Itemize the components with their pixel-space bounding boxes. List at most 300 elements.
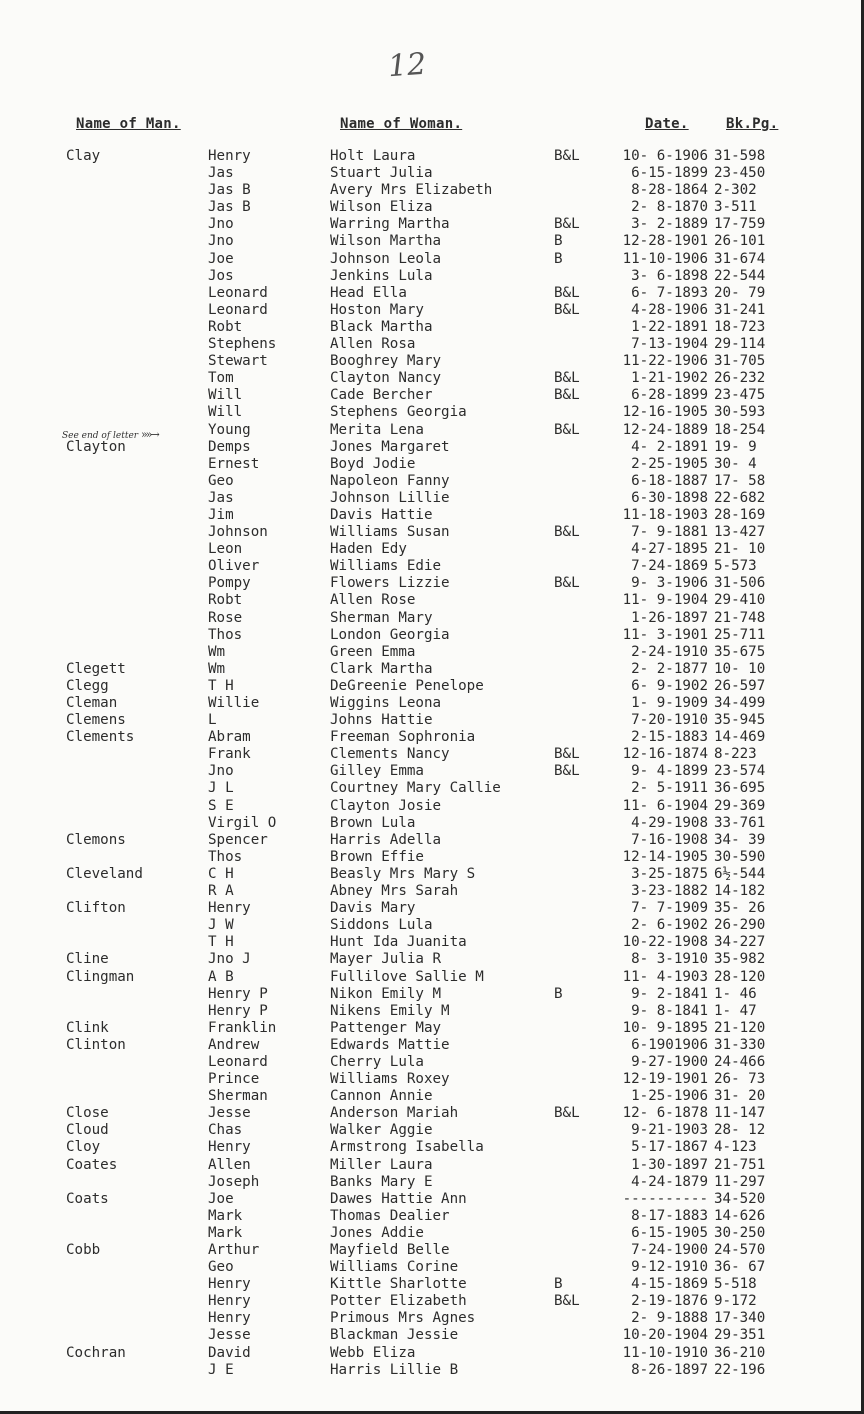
book-page: 35- 26 bbox=[714, 900, 766, 917]
woman-name: Potter Elizabeth bbox=[330, 1293, 467, 1310]
man-surname: Coates bbox=[66, 1156, 118, 1173]
marriage-date: 8-28-1864 bbox=[631, 182, 708, 199]
license-code: B&L bbox=[554, 370, 580, 387]
book-page: 14-182 bbox=[714, 883, 766, 900]
marriage-date: 8- 3-1910 bbox=[631, 951, 708, 968]
man-given-name: Jas bbox=[208, 165, 234, 182]
table-row bbox=[0, 165, 864, 182]
marriage-record-list bbox=[0, 148, 864, 1379]
marriage-date: 2- 9-1888 bbox=[631, 1310, 708, 1327]
marriage-date: 9- 2-1841 bbox=[631, 985, 708, 1002]
marriage-date: 11-18-1903 bbox=[622, 506, 708, 523]
book-page: 4-123 bbox=[714, 1139, 757, 1156]
marriage-date: 10- 6-1906 bbox=[622, 148, 708, 164]
man-given-name: Jos bbox=[208, 267, 234, 284]
book-page: 30- 4 bbox=[714, 455, 757, 472]
book-page: 34-227 bbox=[714, 934, 766, 951]
man-surname: Clinton bbox=[66, 1036, 126, 1053]
woman-name: Jones Addie bbox=[330, 1224, 424, 1241]
table-row bbox=[0, 627, 864, 644]
book-page: 31-705 bbox=[714, 353, 766, 370]
table-row bbox=[0, 849, 864, 866]
table-row bbox=[0, 746, 864, 763]
woman-name: Banks Mary E bbox=[330, 1173, 433, 1190]
man-surname: Cloud bbox=[66, 1122, 109, 1139]
man-surname: Clegg bbox=[66, 677, 109, 694]
header-date: Date. bbox=[645, 116, 689, 132]
man-given-name: L bbox=[208, 712, 217, 729]
woman-name: Stuart Julia bbox=[330, 165, 433, 182]
woman-name: Mayer Julia R bbox=[330, 951, 442, 968]
woman-name: Sherman Mary bbox=[330, 609, 433, 626]
book-page: 31-598 bbox=[714, 148, 766, 164]
man-surname: Cochran bbox=[66, 1344, 126, 1361]
marriage-date: 7-24-1869 bbox=[631, 558, 708, 575]
marriage-date: 12-14-1905 bbox=[622, 848, 708, 865]
book-page: 21-751 bbox=[714, 1156, 766, 1173]
table-row bbox=[0, 1088, 864, 1105]
marriage-date: 11- 6-1904 bbox=[622, 797, 708, 814]
woman-name: Siddons Lula bbox=[330, 917, 433, 934]
header-name-of-woman: Name of Woman. bbox=[340, 116, 463, 132]
book-page: 10- 10 bbox=[714, 660, 766, 677]
table-row bbox=[0, 268, 864, 285]
man-given-name: Willie bbox=[208, 695, 260, 711]
woman-name: Thomas Dealier bbox=[330, 1207, 450, 1224]
table-row bbox=[0, 951, 864, 968]
woman-name: Allen Rose bbox=[330, 592, 416, 609]
marriage-date: 9-12-1910 bbox=[631, 1259, 708, 1276]
man-given-name: Oliver bbox=[208, 558, 260, 575]
man-given-name: J E bbox=[208, 1361, 234, 1378]
book-page: 26-101 bbox=[714, 233, 766, 250]
table-row bbox=[0, 251, 864, 268]
license-code: B&L bbox=[554, 524, 580, 541]
man-given-name: Henry P bbox=[208, 985, 268, 1002]
man-given-name: T H bbox=[208, 677, 234, 694]
table-row bbox=[0, 1345, 864, 1362]
man-given-name: A B bbox=[208, 968, 234, 985]
man-given-name: Prince bbox=[208, 1071, 260, 1088]
man-given-name: C H bbox=[208, 865, 234, 882]
woman-name: Davis Mary bbox=[330, 900, 416, 917]
license-code: B bbox=[554, 250, 563, 267]
table-row bbox=[0, 1174, 864, 1191]
book-page: 30-250 bbox=[714, 1224, 766, 1241]
table-row bbox=[0, 233, 864, 250]
book-page: 28-120 bbox=[714, 968, 766, 985]
marriage-date: 10-20-1904 bbox=[622, 1327, 708, 1344]
book-page: 31- 20 bbox=[714, 1088, 766, 1105]
book-page: 31-506 bbox=[714, 575, 766, 592]
marriage-date: 3-25-1875 bbox=[631, 865, 708, 882]
woman-name: Boyd Jodie bbox=[330, 455, 416, 472]
man-given-name: Young bbox=[208, 421, 251, 438]
book-page: 24-570 bbox=[714, 1242, 766, 1258]
woman-name: Miller Laura bbox=[330, 1156, 433, 1173]
table-row bbox=[0, 610, 864, 627]
margin-note-text: See end of letter bbox=[62, 431, 139, 441]
woman-name: Wilson Martha bbox=[330, 233, 442, 250]
marriage-date: 12-28-1901 bbox=[622, 233, 708, 250]
woman-name: Hoston Mary bbox=[330, 301, 424, 318]
book-page: 14-626 bbox=[714, 1207, 766, 1224]
woman-name: Nikens Emily M bbox=[330, 1002, 450, 1019]
marriage-date: 11-22-1906 bbox=[622, 353, 708, 370]
book-page: 29-410 bbox=[714, 592, 766, 609]
license-code: B&L bbox=[554, 575, 580, 592]
arrow-icon: »»→ bbox=[140, 428, 158, 441]
license-code: B bbox=[554, 985, 563, 1002]
man-given-name: Jas B bbox=[208, 182, 251, 199]
man-given-name: Jim bbox=[208, 506, 234, 523]
table-row bbox=[0, 507, 864, 524]
table-row bbox=[0, 1242, 864, 1259]
license-code: B&L bbox=[554, 148, 580, 164]
man-given-name: Stephens bbox=[208, 336, 277, 353]
man-surname: Clingman bbox=[66, 968, 135, 985]
book-page: 36-695 bbox=[714, 780, 766, 797]
man-given-name: Joseph bbox=[208, 1173, 260, 1190]
woman-name: Abney Mrs Sarah bbox=[330, 883, 459, 900]
book-page: 1- 47 bbox=[714, 1002, 757, 1019]
table-row bbox=[0, 917, 864, 934]
man-given-name: Leonard bbox=[208, 284, 268, 301]
woman-name: Black Martha bbox=[330, 318, 433, 335]
table-row bbox=[0, 1071, 864, 1088]
marriage-date: 8-17-1883 bbox=[631, 1207, 708, 1224]
table-row bbox=[0, 387, 864, 404]
table-row bbox=[0, 1362, 864, 1379]
man-given-name: Geo bbox=[208, 472, 234, 489]
book-page: 26-232 bbox=[714, 370, 766, 387]
marriage-date: 7-24-1900 bbox=[631, 1242, 708, 1258]
book-page: 23-450 bbox=[714, 165, 766, 182]
table-row bbox=[0, 763, 864, 780]
book-page: 21-748 bbox=[714, 609, 766, 626]
marriage-date: 12- 6-1878 bbox=[622, 1105, 708, 1122]
page-number: 12 bbox=[386, 46, 428, 85]
man-surname: Clemens bbox=[66, 712, 126, 729]
woman-name: Fullilove Sallie M bbox=[330, 968, 484, 985]
man-given-name: J W bbox=[208, 917, 234, 934]
license-code: B&L bbox=[554, 746, 580, 763]
marriage-date: 2- 6-1902 bbox=[631, 917, 708, 934]
marriage-date: 10- 9-1895 bbox=[622, 1019, 708, 1036]
book-page: 8-223 bbox=[714, 746, 757, 763]
table-row bbox=[0, 644, 864, 661]
book-page: 35-945 bbox=[714, 712, 766, 729]
woman-name: Cherry Lula bbox=[330, 1053, 424, 1070]
table-row bbox=[0, 199, 864, 216]
marriage-date: 4-27-1895 bbox=[631, 541, 708, 558]
man-given-name: Pompy bbox=[208, 575, 251, 592]
table-row bbox=[0, 1139, 864, 1156]
table-row bbox=[0, 1037, 864, 1054]
table-row bbox=[0, 336, 864, 353]
book-page: 33-761 bbox=[714, 814, 766, 831]
book-page: 6½-544 bbox=[714, 865, 766, 882]
woman-name: Courtney Mary Callie bbox=[330, 780, 501, 797]
table-row bbox=[0, 1122, 864, 1139]
book-page: 18-723 bbox=[714, 318, 766, 335]
marriage-date: 2-15-1883 bbox=[631, 729, 708, 746]
marriage-date: 4-29-1908 bbox=[631, 814, 708, 831]
license-code: B&L bbox=[554, 387, 580, 404]
marriage-date: 5-17-1867 bbox=[631, 1139, 708, 1156]
license-code: B bbox=[554, 233, 563, 250]
table-row bbox=[0, 1259, 864, 1276]
book-page: 5-518 bbox=[714, 1276, 757, 1293]
woman-name: Anderson Mariah bbox=[330, 1105, 459, 1122]
man-given-name: Henry bbox=[208, 900, 251, 917]
man-surname: Cobb bbox=[66, 1242, 101, 1258]
marriage-date: 1- 9-1909 bbox=[631, 695, 708, 711]
man-given-name: Spencer bbox=[208, 831, 268, 848]
marriage-date: 11- 4-1903 bbox=[622, 968, 708, 985]
table-row bbox=[0, 1327, 864, 1344]
table-row bbox=[0, 712, 864, 729]
woman-name: Napoleon Fanny bbox=[330, 472, 450, 489]
book-page: 22-544 bbox=[714, 267, 766, 284]
table-row bbox=[0, 404, 864, 421]
license-code: B&L bbox=[554, 763, 580, 780]
man-given-name: Thos bbox=[208, 626, 243, 643]
marriage-date: 6- 9-1902 bbox=[631, 677, 708, 694]
woman-name: Edwards Mattie bbox=[330, 1036, 450, 1053]
marriage-date: 1-25-1906 bbox=[631, 1088, 708, 1105]
marriage-date: 6-28-1899 bbox=[631, 387, 708, 404]
marriage-date: 11- 9-1904 bbox=[622, 592, 708, 609]
table-row bbox=[0, 661, 864, 678]
marriage-date: 9- 4-1899 bbox=[631, 763, 708, 780]
marriage-date: 3-23-1882 bbox=[631, 883, 708, 900]
table-row bbox=[0, 302, 864, 319]
marriage-date: 9-27-1900 bbox=[631, 1053, 708, 1070]
license-code: B&L bbox=[554, 1293, 580, 1310]
book-page: 26- 73 bbox=[714, 1071, 766, 1088]
woman-name: Green Emma bbox=[330, 643, 416, 660]
man-surname: Cline bbox=[66, 951, 109, 968]
woman-name: Williams Susan bbox=[330, 524, 450, 541]
book-page: 22-196 bbox=[714, 1361, 766, 1378]
woman-name: Avery Mrs Elizabeth bbox=[330, 182, 493, 199]
book-page: 29-351 bbox=[714, 1327, 766, 1344]
marriage-date: 6-30-1898 bbox=[631, 489, 708, 506]
table-row bbox=[0, 541, 864, 558]
woman-name: Pattenger May bbox=[330, 1019, 442, 1036]
table-row bbox=[0, 695, 864, 712]
book-page: 35-675 bbox=[714, 643, 766, 660]
book-page: 2-302 bbox=[714, 182, 757, 199]
table-row bbox=[0, 866, 864, 883]
table-row bbox=[0, 353, 864, 370]
book-page: 30-593 bbox=[714, 404, 766, 421]
header-name-of-man: Name of Man. bbox=[76, 116, 181, 132]
man-given-name: Johnson bbox=[208, 524, 268, 541]
woman-name: Haden Edy bbox=[330, 541, 407, 558]
woman-name: Webb Eliza bbox=[330, 1344, 416, 1361]
man-surname: Coats bbox=[66, 1190, 109, 1207]
woman-name: Stephens Georgia bbox=[330, 404, 467, 421]
book-page: 31-241 bbox=[714, 301, 766, 318]
man-given-name: T H bbox=[208, 934, 234, 951]
book-page: 3-511 bbox=[714, 199, 757, 216]
table-row bbox=[0, 1105, 864, 1122]
man-given-name: Henry bbox=[208, 1139, 251, 1156]
woman-name: DeGreenie Penelope bbox=[330, 677, 484, 694]
book-page: 23-475 bbox=[714, 387, 766, 404]
table-row bbox=[0, 575, 864, 592]
table-row bbox=[0, 319, 864, 336]
book-page: 14-469 bbox=[714, 729, 766, 746]
book-page: 23-574 bbox=[714, 763, 766, 780]
man-given-name: Leonard bbox=[208, 301, 268, 318]
man-given-name: Robt bbox=[208, 592, 243, 609]
marriage-date: 7- 7-1909 bbox=[631, 900, 708, 917]
woman-name: Clayton Nancy bbox=[330, 370, 442, 387]
license-code: B bbox=[554, 1276, 563, 1293]
book-page: 35-982 bbox=[714, 951, 766, 968]
table-row bbox=[0, 780, 864, 797]
book-page: 17- 58 bbox=[714, 472, 766, 489]
marriage-date: 7-20-1910 bbox=[631, 712, 708, 729]
man-given-name: Robt bbox=[208, 318, 243, 335]
man-given-name: Tom bbox=[208, 370, 234, 387]
book-page: 17-759 bbox=[714, 216, 766, 233]
woman-name: Clark Martha bbox=[330, 660, 433, 677]
woman-name: Allen Rosa bbox=[330, 336, 416, 353]
man-given-name: Arthur bbox=[208, 1242, 260, 1258]
book-page: 29-114 bbox=[714, 336, 766, 353]
license-code: B&L bbox=[554, 216, 580, 233]
woman-name: Beasly Mrs Mary S bbox=[330, 865, 476, 882]
marriage-date: 4- 2-1891 bbox=[631, 438, 708, 455]
table-row bbox=[0, 1054, 864, 1071]
man-given-name: Stewart bbox=[208, 353, 268, 370]
marriage-date: 6-1901906 bbox=[631, 1036, 708, 1053]
marriage-date: 12-16-1905 bbox=[622, 404, 708, 421]
woman-name: Harris Adella bbox=[330, 831, 442, 848]
marriage-date: 1-22-1891 bbox=[631, 318, 708, 335]
man-given-name: Ernest bbox=[208, 455, 260, 472]
table-row bbox=[0, 422, 864, 439]
book-page: 28- 12 bbox=[714, 1122, 766, 1139]
book-page: 19- 9 bbox=[714, 438, 757, 455]
woman-name: Brown Effie bbox=[330, 848, 424, 865]
man-given-name: J L bbox=[208, 780, 234, 797]
marriage-date: 2-24-1910 bbox=[631, 643, 708, 660]
table-row bbox=[0, 969, 864, 986]
table-row bbox=[0, 439, 864, 456]
man-given-name: Wm bbox=[208, 660, 226, 677]
marriage-date: 7-13-1904 bbox=[631, 336, 708, 353]
woman-name: Clayton Josie bbox=[330, 797, 442, 814]
man-given-name: Jno J bbox=[208, 951, 251, 968]
book-page: 22-682 bbox=[714, 489, 766, 506]
man-given-name: Jno bbox=[208, 216, 234, 233]
license-code: B&L bbox=[554, 284, 580, 301]
book-page: 9-172 bbox=[714, 1293, 757, 1310]
book-page: 11-147 bbox=[714, 1105, 766, 1122]
marriage-date: 1-21-1902 bbox=[631, 370, 708, 387]
man-given-name: Chas bbox=[208, 1122, 243, 1139]
man-given-name: Jesse bbox=[208, 1327, 251, 1344]
table-row bbox=[0, 456, 864, 473]
marriage-date: 6- 7-1893 bbox=[631, 284, 708, 301]
table-row bbox=[0, 370, 864, 387]
woman-name: Mayfield Belle bbox=[330, 1242, 450, 1258]
marriage-date: 1-30-1897 bbox=[631, 1156, 708, 1173]
book-page: 13-427 bbox=[714, 524, 766, 541]
woman-name: Jones Margaret bbox=[330, 438, 450, 455]
marriage-date: 10-22-1908 bbox=[622, 934, 708, 951]
woman-name: Brown Lula bbox=[330, 814, 416, 831]
man-given-name: Geo bbox=[208, 1259, 234, 1276]
marriage-date: 9- 3-1906 bbox=[631, 575, 708, 592]
marriage-date: 7-16-1908 bbox=[631, 831, 708, 848]
woman-name: Hunt Ida Juanita bbox=[330, 934, 467, 951]
man-given-name: David bbox=[208, 1344, 251, 1361]
book-page: 1- 46 bbox=[714, 985, 757, 1002]
man-given-name: Joe bbox=[208, 250, 234, 267]
man-given-name: Abram bbox=[208, 729, 251, 746]
book-page: 31-674 bbox=[714, 250, 766, 267]
woman-name: Williams Edie bbox=[330, 558, 442, 575]
marriage-date: 4-28-1906 bbox=[631, 301, 708, 318]
man-given-name: Leon bbox=[208, 541, 243, 558]
man-given-name: Jas B bbox=[208, 199, 251, 216]
marriage-date: 12-24-1889 bbox=[622, 421, 708, 438]
table-row bbox=[0, 1293, 864, 1310]
man-given-name: Will bbox=[208, 387, 243, 404]
man-given-name: Thos bbox=[208, 848, 243, 865]
table-row bbox=[0, 1310, 864, 1327]
marriage-date: 11- 3-1901 bbox=[622, 626, 708, 643]
table-row bbox=[0, 490, 864, 507]
table-row bbox=[0, 558, 864, 575]
man-given-name: R A bbox=[208, 883, 234, 900]
license-code: B&L bbox=[554, 301, 580, 318]
book-page: 25-711 bbox=[714, 626, 766, 643]
book-page: 20- 79 bbox=[714, 284, 766, 301]
woman-name: Blackman Jessie bbox=[330, 1327, 459, 1344]
marriage-date: 11-10-1910 bbox=[622, 1344, 708, 1361]
man-given-name: Henry bbox=[208, 1310, 251, 1327]
man-surname: Clay bbox=[66, 148, 101, 164]
table-row bbox=[0, 148, 864, 165]
book-page: 34-499 bbox=[714, 695, 766, 711]
woman-name: Armstrong Isabella bbox=[330, 1139, 484, 1156]
woman-name: Walker Aggie bbox=[330, 1122, 433, 1139]
license-code: B&L bbox=[554, 421, 580, 438]
man-given-name: Demps bbox=[208, 438, 251, 455]
book-page: 18-254 bbox=[714, 421, 766, 438]
man-surname: Clink bbox=[66, 1019, 109, 1036]
man-given-name: Andrew bbox=[208, 1036, 260, 1053]
license-code: B&L bbox=[554, 1105, 580, 1122]
woman-name: Booghrey Mary bbox=[330, 353, 442, 370]
woman-name: Head Ella bbox=[330, 284, 407, 301]
book-page: 24-466 bbox=[714, 1053, 766, 1070]
man-given-name: Leonard bbox=[208, 1053, 268, 1070]
book-page: 30-590 bbox=[714, 848, 766, 865]
man-given-name: Jesse bbox=[208, 1105, 251, 1122]
man-given-name: Henry bbox=[208, 148, 251, 164]
table-row bbox=[0, 182, 864, 199]
book-page: 5-573 bbox=[714, 558, 757, 575]
man-given-name: Mark bbox=[208, 1207, 243, 1224]
